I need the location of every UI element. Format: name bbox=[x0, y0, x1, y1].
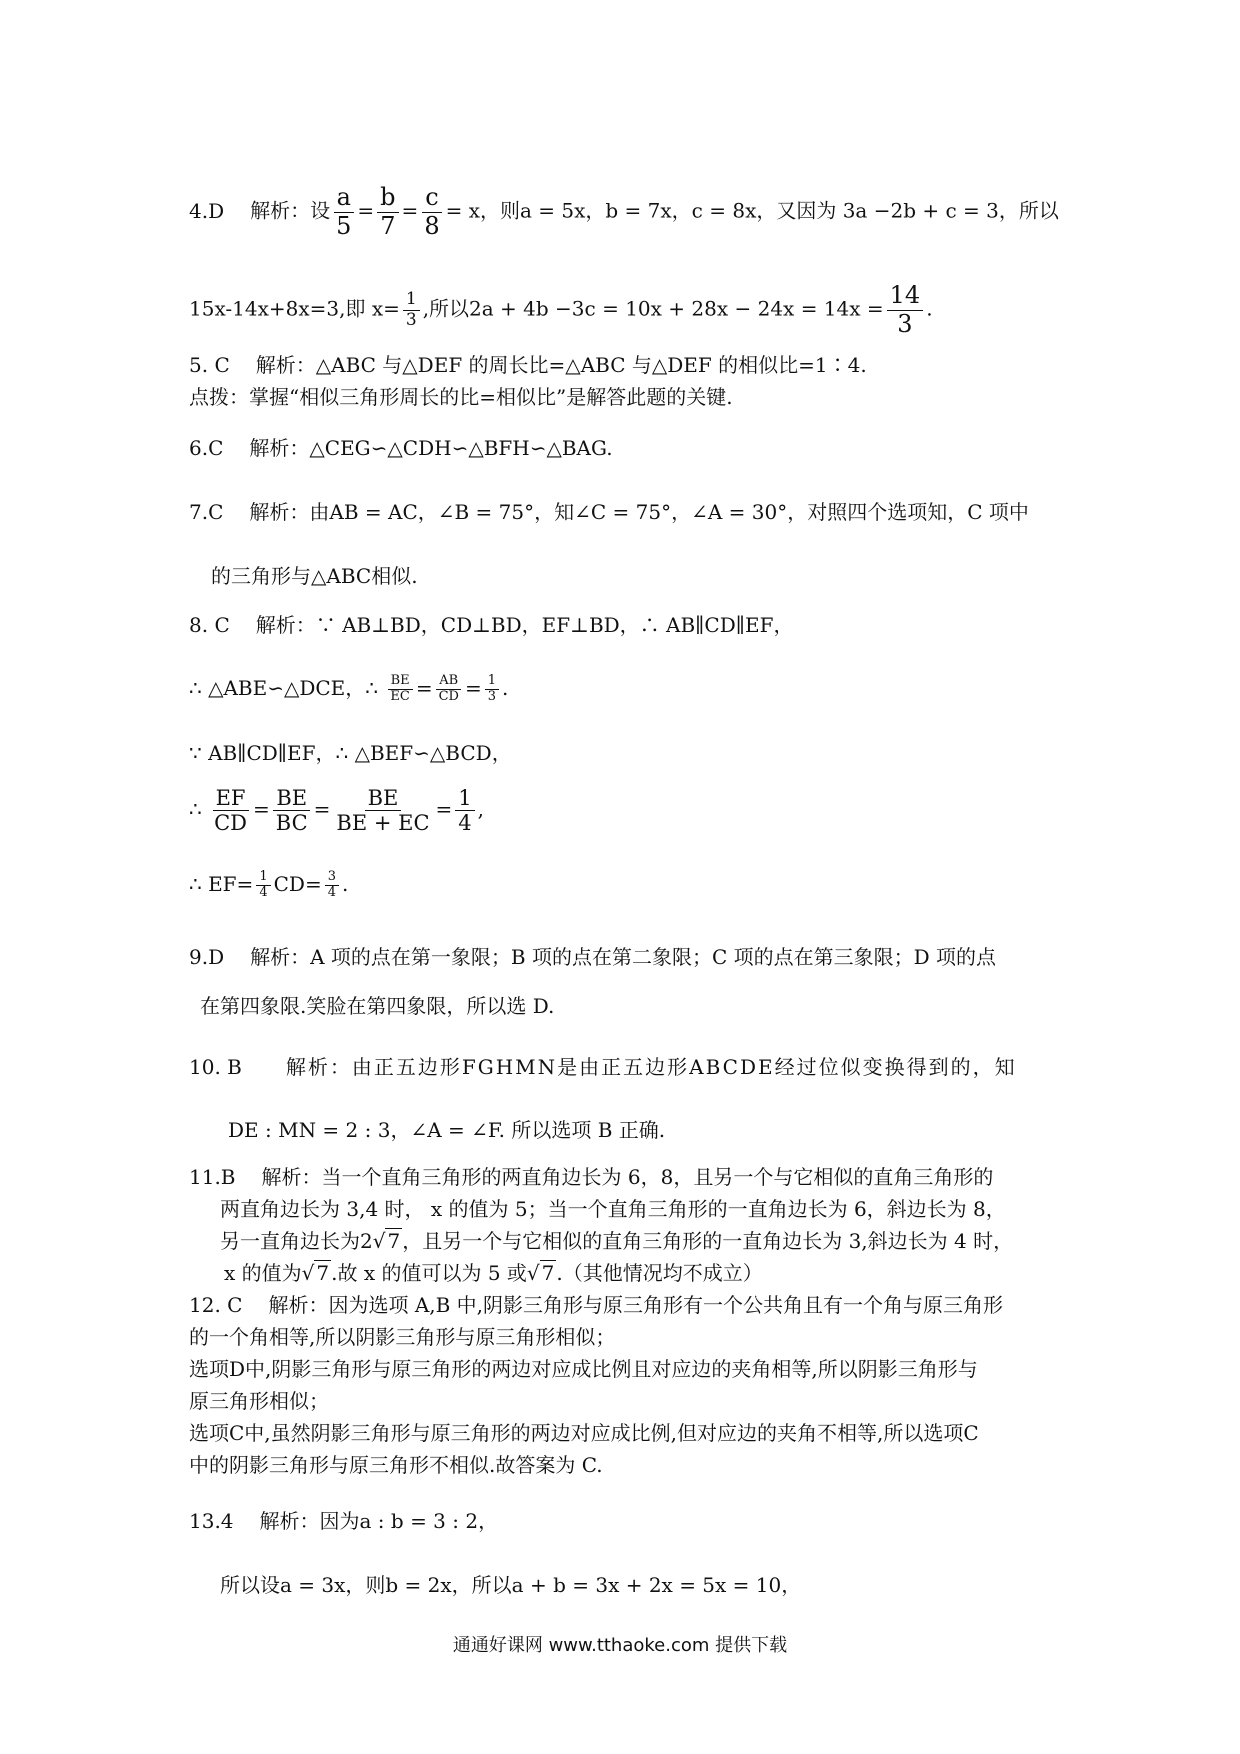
q7-line1 bbox=[189, 497, 1029, 527]
q7-cont: 的三角形与△ABC相似. bbox=[211, 564, 418, 588]
q11-line2: 两直角边长为 3,4 时， x 的值为 5；当一个直角三角形的一直角边长为 6，斜边长为 8， bbox=[220, 1197, 1006, 1221]
q11-line4 bbox=[224, 1258, 763, 1288]
q11-line1 bbox=[189, 1162, 993, 1192]
q4-line2-pre: 15x-14x+8x=3,即 x= bbox=[189, 296, 400, 321]
q9-text: 解析：A 项的点在第一象限；B 项的点在第二象限；C 项的点在第三象限；D 项的点 bbox=[250, 945, 997, 969]
denominator: 3 bbox=[487, 689, 496, 704]
q8-line4: ∴ $\frac{EF}{CD}$ = $\frac{BE}{BC}$ = $\frac{BE}{BE + EC}$ = $\frac{1}{4}$ , bbox=[189, 786, 485, 836]
q4-number: 4.D bbox=[189, 198, 225, 223]
q4-line2-end: . bbox=[926, 296, 933, 321]
fraction bbox=[333, 786, 432, 835]
fraction bbox=[436, 674, 462, 705]
q8-line2: ∴ △ABE∽△DCE，∴ $\frac{BE}{EC}$ = $\frac{AB}{CD}$ = $\frac{1}{3}$ . bbox=[189, 673, 509, 704]
numerator: 1 bbox=[455, 786, 474, 811]
q4-line2-mid: ,所以2a + 4b −3c = 10x + 28x − 24x = 14x = bbox=[422, 296, 884, 321]
numerator: BE bbox=[388, 674, 413, 690]
sqrt: √ 7 bbox=[301, 1261, 330, 1285]
radicand: 7 bbox=[387, 1229, 401, 1253]
fraction bbox=[273, 786, 311, 835]
q12-number: 12. C bbox=[189, 1293, 243, 1317]
denominator: 3 bbox=[897, 309, 913, 338]
numerator: 1 bbox=[403, 290, 420, 311]
denominator: 4 bbox=[327, 885, 336, 900]
numerator: BE bbox=[365, 786, 402, 811]
q6-number: 6.C bbox=[189, 436, 224, 460]
denominator: 3 bbox=[405, 309, 417, 330]
fraction bbox=[887, 282, 924, 338]
sqrt: √ 7 bbox=[372, 1229, 401, 1253]
q5-tip: 点拨：掌握“相似三角形周长的比=相似比”是解答此题的关键. bbox=[189, 385, 733, 409]
q8-line2-pre: ∴ △ABE∽△DCE，∴ bbox=[189, 676, 379, 700]
q11-line3 bbox=[220, 1226, 1013, 1256]
q11-line4-post: .（其他情况均不成立） bbox=[556, 1261, 763, 1285]
q8-line5-pre: ∴ EF= bbox=[189, 872, 254, 896]
fraction bbox=[421, 184, 442, 240]
q4-text-pre: 解析：设 bbox=[250, 198, 331, 223]
numerator: a bbox=[334, 184, 354, 213]
q10-number: 10. B bbox=[189, 1055, 242, 1079]
q11-line3-pre: 另一直角边长为2 bbox=[220, 1229, 373, 1253]
q11-line4-mid: .故 x 的值可以为 5 或 bbox=[331, 1261, 527, 1285]
fraction bbox=[325, 870, 339, 901]
fraction bbox=[333, 184, 354, 240]
q8-line1 bbox=[189, 610, 793, 640]
q4-line2 bbox=[189, 282, 933, 338]
q11-number: 11.B bbox=[189, 1165, 236, 1189]
denominator: CD bbox=[214, 811, 247, 836]
fraction bbox=[455, 786, 474, 835]
q9-line1 bbox=[189, 942, 996, 972]
denominator: 5 bbox=[336, 211, 352, 240]
page-footer: 通通好课网 www.tthaoke.com 提供下载 bbox=[452, 1635, 788, 1656]
q8-text: 解析：∵ AB⊥BD，CD⊥BD，EF⊥BD，∴ AB∥CD∥EF， bbox=[255, 613, 794, 637]
q13-text: 解析：因为a : b = 3 : 2， bbox=[259, 1509, 499, 1533]
q8-number: 8. C bbox=[189, 613, 230, 637]
numerator: 3 bbox=[325, 870, 339, 886]
numerator: 14 bbox=[887, 282, 924, 311]
sqrt: √ 7 bbox=[526, 1261, 555, 1285]
fraction bbox=[256, 870, 270, 901]
radicand: 7 bbox=[541, 1261, 555, 1285]
q10-line1 bbox=[189, 1052, 1017, 1082]
numerator: c bbox=[422, 184, 441, 213]
q8-line3: ∵ AB∥CD∥EF，∴ △BEF∽△BCD， bbox=[189, 741, 512, 765]
q6-line bbox=[189, 433, 613, 463]
q12-line5: 选项C中,虽然阴影三角形与原三角形的两边对应成比例,但对应边的夹角不相等,所以选项C bbox=[189, 1421, 979, 1445]
denominator: CD bbox=[438, 689, 459, 704]
q12-line4: 原三角形相似； bbox=[189, 1389, 329, 1413]
q13-line1 bbox=[189, 1506, 498, 1536]
q5-number: 5. C bbox=[189, 353, 230, 377]
q12-line1 bbox=[189, 1290, 1003, 1320]
numerator: 1 bbox=[485, 674, 499, 690]
q13-number: 13.4 bbox=[189, 1509, 234, 1533]
q8-line5-mid: CD= bbox=[273, 872, 322, 896]
fraction bbox=[211, 786, 250, 835]
denominator: 8 bbox=[424, 211, 440, 240]
q10-cont: DE : MN = 2 : 3，∠A = ∠F. 所以选项 B 正确. bbox=[228, 1118, 666, 1142]
denominator: 4 bbox=[458, 811, 472, 836]
q8-line5: ∴ EF= $\frac{1}{4}$ CD= $\frac{3}{4}$ . bbox=[189, 869, 349, 900]
q9-cont: 在第四象限.笑脸在第四象限，所以选 D. bbox=[200, 994, 555, 1018]
q5-text: 解析：△ABC 与△DEF 的周长比=△ABC 与△DEF 的相似比=1∶4. bbox=[255, 353, 867, 377]
numerator: EF bbox=[213, 786, 249, 811]
numerator: 1 bbox=[256, 870, 270, 886]
q7-number: 7.C bbox=[189, 500, 224, 524]
q9-number: 9.D bbox=[189, 945, 225, 969]
q5-line1 bbox=[189, 350, 867, 380]
q11-line3-post: ，且另一个与它相似的直角三角形的一直角边长为 3,斜边长为 4 时， bbox=[402, 1229, 1014, 1253]
q12-line3: 选项D中,阴影三角形与原三角形的两边对应成比例且对应边的夹角相等,所以阴影三角形与 bbox=[189, 1357, 978, 1381]
q11-line4-pre: x 的值为 bbox=[224, 1261, 302, 1285]
q12-line6: 中的阴影三角形与原三角形不相似.故答案为 C. bbox=[189, 1453, 603, 1477]
numerator: AB bbox=[436, 674, 461, 690]
fraction bbox=[485, 674, 499, 705]
fraction bbox=[387, 674, 412, 705]
q4-text-post: = x，则a = 5x，b = 7x，c = 8x，又因为 3a −2b + c = 3，所以 bbox=[445, 198, 1059, 223]
q12-text: 解析：因为选项 A,B 中,阴影三角形与原三角形有一个公共角且有一个角与原三角形 bbox=[268, 1293, 1004, 1317]
fraction bbox=[377, 184, 398, 240]
numerator: b bbox=[377, 184, 398, 213]
numerator: BE bbox=[273, 786, 310, 811]
q6-text: 解析：△CEG∽△CDH∽△BFH∽△BAG. bbox=[249, 436, 613, 460]
denominator: EC bbox=[390, 689, 410, 704]
q13-line2: 所以设a = 3x，则b = 2x，所以a + b = 3x + 2x = 5x = 10， bbox=[220, 1573, 802, 1597]
denominator: 7 bbox=[380, 211, 396, 240]
denominator: BE + EC bbox=[336, 811, 430, 836]
q11-text: 解析：当一个直角三角形的两直角边长为 6，8，且另一个与它相似的直角三角形的 bbox=[261, 1165, 994, 1189]
q8-line4-pre: ∴ bbox=[189, 797, 202, 822]
denominator: BC bbox=[275, 811, 308, 836]
q12-line2: 的一个角相等,所以阴影三角形与原三角形相似； bbox=[189, 1325, 616, 1349]
q7-text: 解析：由AB = AC，∠B = 75°，知∠C = 75°，∠A = 30°，对照四个选项知，C 项中 bbox=[249, 500, 1029, 524]
radicand: 7 bbox=[316, 1261, 330, 1285]
denominator: 4 bbox=[259, 885, 268, 900]
q4-line1: 4.D 解析：设 $\frac{a}{5}$ = $\frac{b}{7}$ = $\frac{c}{8}$ = x，则a = 5x，b = 7x，c = 8x，又因为 3a −2b + c = 3，所以 bbox=[189, 183, 1059, 240]
q10-text: 解析：由正五边形FGHMN是由正五边形ABCDE经过位似变换得到的，知 bbox=[285, 1055, 1017, 1079]
fraction bbox=[403, 290, 420, 330]
